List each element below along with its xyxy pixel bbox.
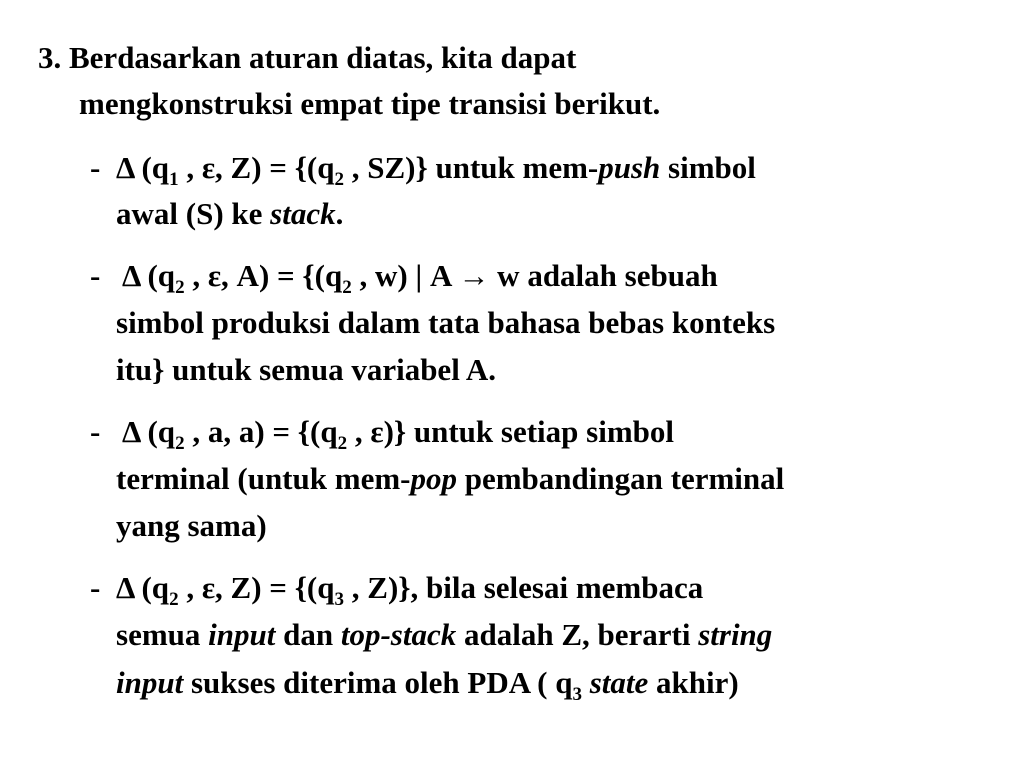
bullet4-italic: top-stack — [340, 617, 457, 652]
bullet3-text: yang sama) — [116, 508, 267, 543]
bullet2-text: itu} untuk semua variabel A. — [116, 352, 496, 387]
bullet4-text: sukses diterima oleh PDA ( q — [183, 665, 573, 700]
point3-line2 — [79, 86, 660, 122]
bullet1-text: , ε, Z) = {(q — [178, 150, 335, 185]
bullet3-text: , a, a) = {(q — [184, 414, 338, 449]
subscript: 2 — [334, 169, 345, 190]
subscript: 2 — [337, 433, 348, 454]
subscript: 2 — [169, 589, 179, 610]
bullet1-italic: push — [598, 150, 661, 185]
bullet4-text: , ε, Z) = {(q — [178, 570, 335, 605]
subscript: 1 — [169, 169, 179, 190]
bullet4-line1 — [116, 570, 704, 610]
bullet1-dash: - — [90, 150, 101, 185]
bullet2-line2 — [116, 305, 775, 341]
bullet2-text: , ε, A) = {(q — [184, 258, 343, 293]
bullet4-italic: input — [208, 617, 276, 652]
bullet1-text: . — [335, 196, 344, 231]
point3-line1-text: Berdasarkan aturan diatas, kita dapat — [69, 40, 577, 75]
subscript: 2 — [175, 277, 185, 298]
bullet2-line3 — [116, 352, 496, 388]
delta-symbol: Δ — [116, 570, 134, 605]
subscript: 2 — [175, 433, 185, 454]
bullet1-text: , SZ)} untuk mem- — [344, 150, 599, 185]
bullet4-italic: string — [698, 617, 773, 652]
bullet2-dash: - — [90, 258, 101, 293]
bullet3-dash: - — [90, 414, 101, 449]
bullet4-dash: - — [90, 570, 101, 605]
bullet1-italic: stack — [270, 196, 336, 231]
bullet4-text: , Z)}, bila selesai membaca — [344, 570, 704, 605]
bullet4-text: akhir) — [648, 665, 739, 700]
bullet4-text: (q — [133, 570, 170, 605]
bullet4-text — [582, 665, 590, 700]
point3-number: 3. — [38, 40, 62, 75]
bullet4-line3 — [116, 665, 739, 705]
bullet4-text: dan — [275, 617, 341, 652]
bullet4-line2 — [116, 617, 772, 653]
bullet1-line1 — [116, 150, 756, 190]
subscript: 2 — [342, 277, 352, 298]
bullet2-line1 — [122, 258, 718, 298]
bullet3-text: terminal (untuk mem- — [116, 461, 411, 496]
bullet3-text: , ε)} untuk setiap simbol — [347, 414, 675, 449]
bullet2-text: , w) | A → w adalah sebuah — [351, 258, 718, 293]
subscript: 3 — [572, 684, 582, 705]
point3-line1 — [38, 40, 576, 76]
point3-line2-text: mengkonstruksi empat tipe transisi berikut. — [79, 86, 661, 121]
bullet1-text: simbol — [660, 150, 756, 185]
bullet4-text: semua — [116, 617, 209, 652]
bullet1-text: (q — [133, 150, 170, 185]
bullet1-text: awal (S) ke — [116, 196, 271, 231]
bullet1-line2 — [116, 196, 343, 232]
bullet2-text: simbol produksi dalam tata bahasa bebas konteks — [116, 305, 776, 340]
bullet3-line3 — [116, 508, 267, 544]
bullet3-text: (q — [139, 414, 176, 449]
bullet4-italic: input — [116, 665, 184, 700]
delta-symbol: Δ — [116, 150, 134, 185]
bullet2-text: (q — [139, 258, 176, 293]
bullet3-line2 — [116, 461, 784, 497]
bullet3-text: pembandingan terminal — [456, 461, 785, 496]
bullet3-italic: pop — [410, 461, 457, 496]
bullet3-line1 — [122, 414, 675, 454]
bullet4-text: adalah Z, berarti — [456, 617, 699, 652]
bullet4-italic: state — [589, 665, 649, 700]
subscript: 3 — [334, 589, 345, 610]
delta-symbol: Δ — [122, 414, 140, 449]
delta-symbol: Δ — [122, 258, 140, 293]
